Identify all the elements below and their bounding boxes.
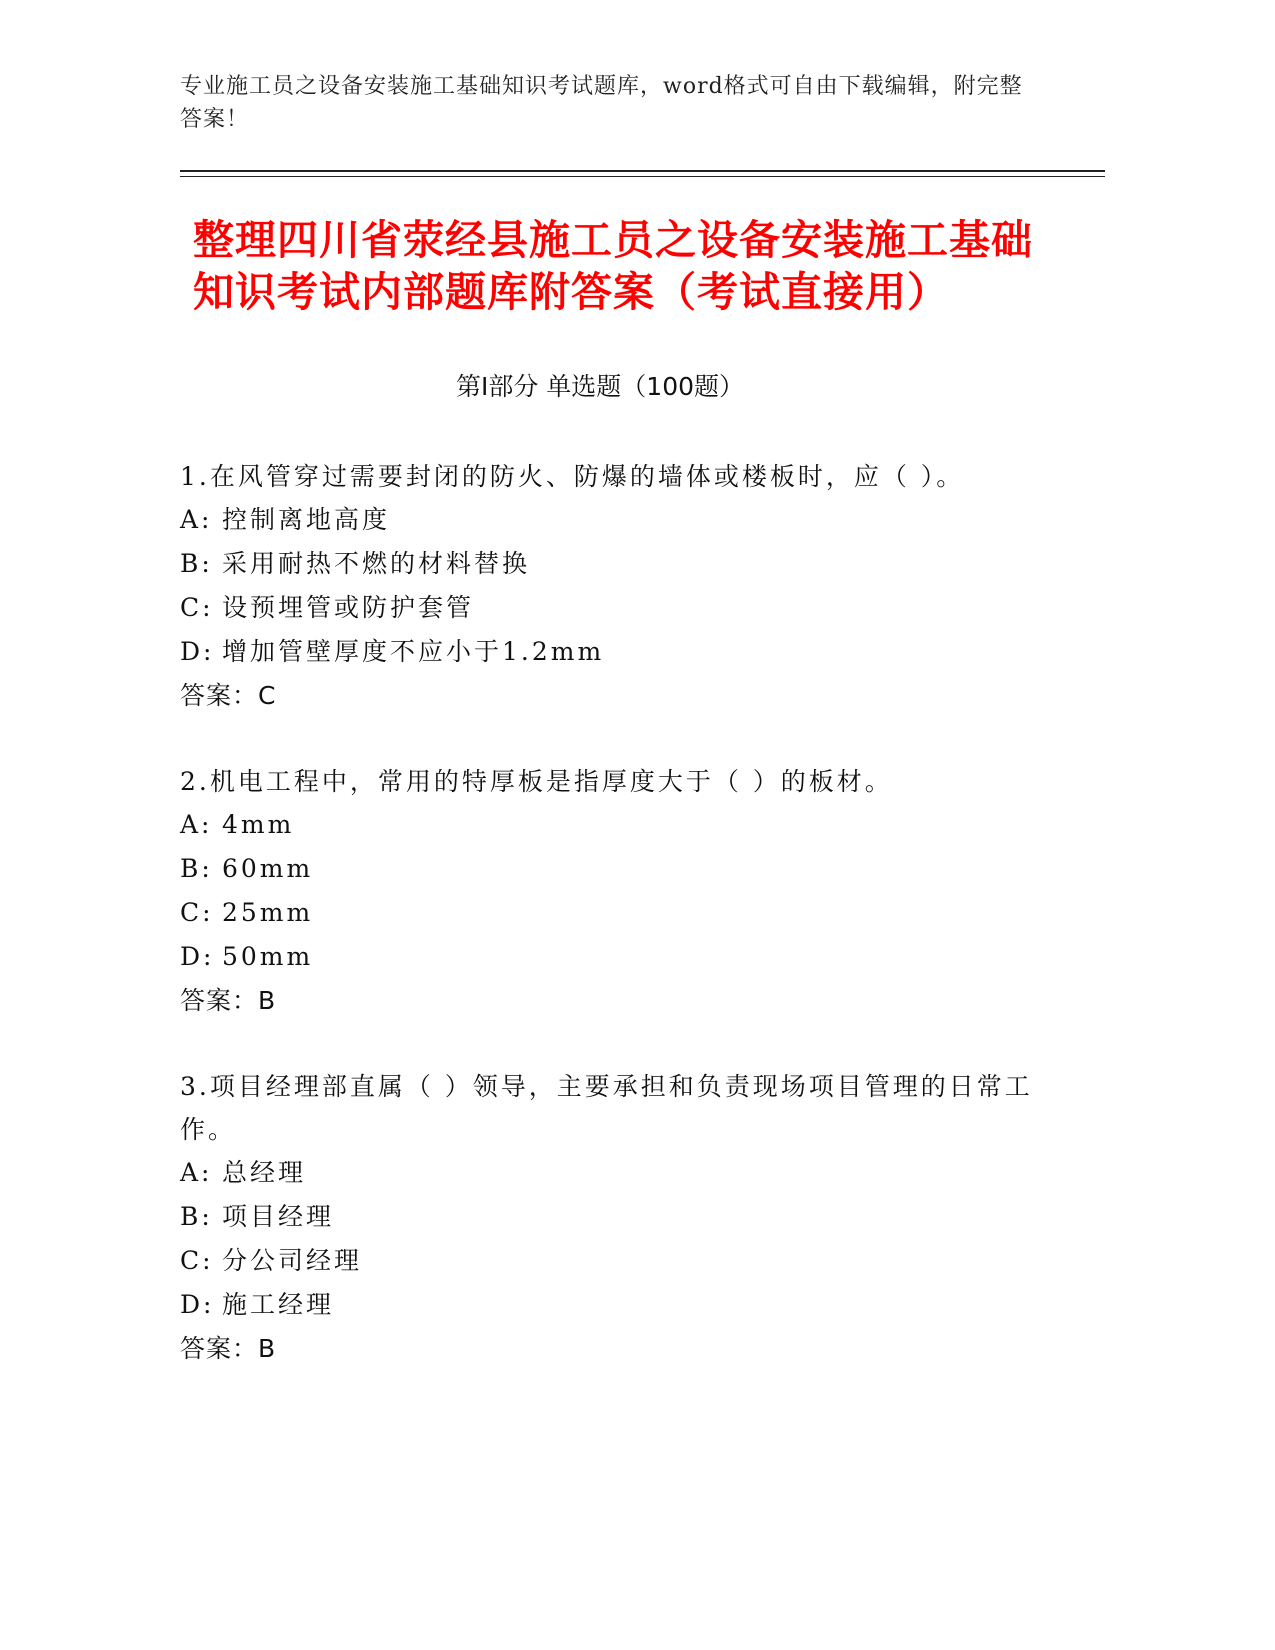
header-rule-thin xyxy=(180,176,1105,177)
answer-line xyxy=(180,674,1040,718)
option-text: 总经理 xyxy=(222,1158,307,1187)
section-heading: 第Ⅰ部分 单选题（100题） xyxy=(455,372,745,401)
option-letter: C: xyxy=(180,593,214,622)
option-d xyxy=(180,935,1040,979)
answer-line xyxy=(180,1327,1040,1371)
option-letter: D: xyxy=(180,1290,215,1319)
answer-value: B xyxy=(258,1334,277,1363)
answer-value: B xyxy=(258,986,277,1015)
option-b xyxy=(180,847,1040,891)
answer-prefix: 答案： xyxy=(180,986,259,1015)
header-rule-thick xyxy=(180,170,1105,172)
question-stem: 2.机电工程中，常用的特厚板是指厚度大于（ ）的板材。 xyxy=(180,767,893,796)
option-letter: D: xyxy=(180,942,215,971)
option-d xyxy=(180,630,1040,674)
option-text: 4mm xyxy=(222,810,295,839)
option-c xyxy=(180,891,1040,935)
option-a xyxy=(180,803,1040,847)
question-item xyxy=(180,1065,1040,1371)
option-text: 控制离地高度 xyxy=(222,505,391,534)
answer-prefix: 答案： xyxy=(180,1334,259,1363)
answer-prefix: 答案： xyxy=(180,681,259,710)
option-b xyxy=(180,1195,1040,1239)
option-c xyxy=(180,586,1040,630)
option-letter: A: xyxy=(180,505,213,534)
question-item xyxy=(180,760,1040,1023)
question-item xyxy=(180,455,1040,718)
option-letter: B: xyxy=(180,854,213,883)
question-stem: 3.项目经理部直属（ ）领导，主要承担和负责现场项目管理的日常工作。 xyxy=(180,1072,1033,1144)
option-letter: A: xyxy=(180,810,213,839)
option-text: 项目经理 xyxy=(222,1202,335,1231)
option-text: 施工经理 xyxy=(222,1290,335,1319)
answer-value: C xyxy=(258,681,277,710)
header-note: 专业施工员之设备安装施工基础知识考试题库，word格式可自由下载编辑，附完整答案！ xyxy=(180,74,1023,132)
option-letter: C: xyxy=(180,1246,214,1275)
option-letter: D: xyxy=(180,637,215,666)
option-letter: B: xyxy=(180,1202,213,1231)
answer-line xyxy=(180,979,1040,1023)
option-text: 分公司经理 xyxy=(222,1246,363,1275)
option-text: 50mm xyxy=(222,942,314,971)
option-text: 设预埋管或防护套管 xyxy=(222,593,475,622)
option-a xyxy=(180,1151,1040,1195)
option-d xyxy=(180,1283,1040,1327)
option-text: 25mm xyxy=(222,898,314,927)
option-letter: C: xyxy=(180,898,214,927)
option-text: 采用耐热不燃的材料替换 xyxy=(222,549,531,578)
option-c xyxy=(180,1239,1040,1283)
question-stem: 1.在风管穿过需要封闭的防火、防爆的墙体或楼板时，应（ ）。 xyxy=(180,462,965,491)
option-letter: A: xyxy=(180,1158,213,1187)
option-b xyxy=(180,542,1040,586)
option-text: 增加管壁厚度不应小于1.2mm xyxy=(222,637,605,666)
document-title: 整理四川省荥经县施工员之设备安装施工基础知识考试内部题库附答案（考试直接用） xyxy=(193,216,1033,316)
option-text: 60mm xyxy=(222,854,314,883)
option-a xyxy=(180,498,1040,542)
option-letter: B: xyxy=(180,549,213,578)
question-list xyxy=(180,455,1040,1413)
